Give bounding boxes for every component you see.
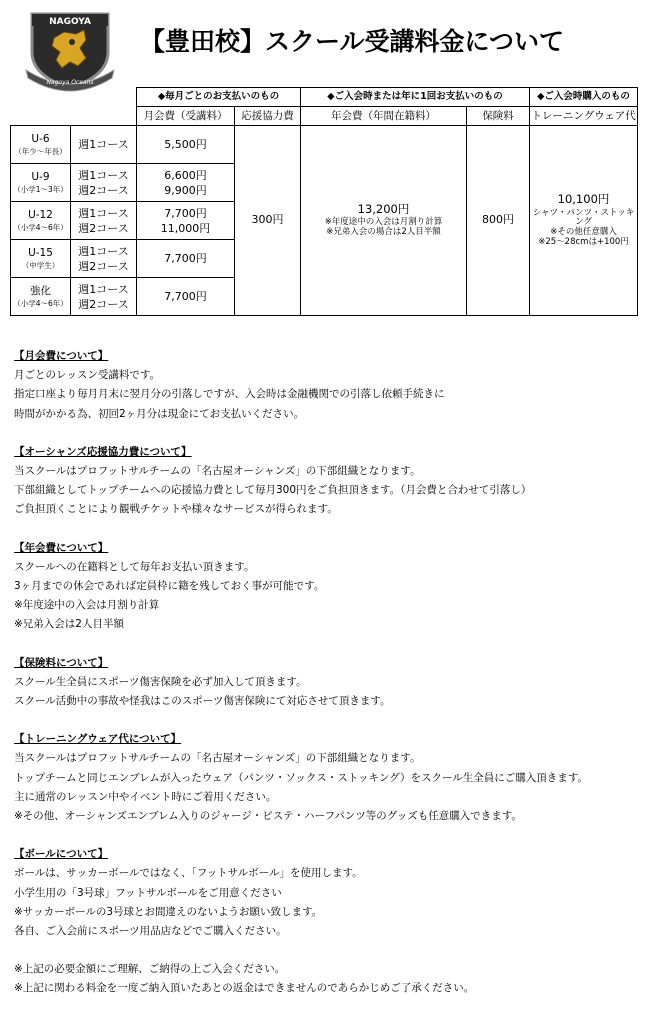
section-line: 下部組織としてトップチームへの応援協力費として毎月300円をご負担頂きます。（月会費と合わせて引落し）: [14, 484, 532, 497]
course-label: 週2コース: [78, 297, 129, 311]
section-title: 【オーシャンズ応援協力費について】: [14, 445, 192, 458]
section-line: 小学生用の「3号球」フットサルボールをご用意ください: [14, 886, 282, 899]
wear-value: 10,100円: [557, 192, 610, 207]
category-sub: （年少～年長）: [14, 146, 67, 156]
table-row: [11, 126, 638, 164]
col-header-support-fee: 応援協力費: [235, 107, 301, 126]
section-line: ボールは、サッカーボールではなく、「フットサルボール」を使用します。: [14, 867, 363, 880]
wear-cell: [530, 126, 638, 316]
monthly-price: 11,000円: [160, 221, 211, 235]
section-training-wear: [14, 730, 644, 826]
section-line: 当スクールはプロフットサルチームの「名古屋オーシャンズ」の下部組織となります。: [14, 465, 421, 478]
section-line: 当スクールはプロフットサルチームの「名古屋オーシャンズ」の下部組織となります。: [14, 752, 421, 765]
section-monthly-fee: [14, 347, 644, 424]
monthly-price: 5,500円: [164, 138, 207, 151]
category-label: U-15: [28, 246, 53, 259]
section-line: ※サッカーボールの3号球とお間違えのないようお願い致します。: [14, 905, 323, 918]
course-label: 週2コース: [78, 221, 129, 235]
category-label: U-6: [31, 132, 50, 145]
category-sub: （小学4～6年）: [13, 222, 68, 232]
section-title: 【年会費について】: [14, 541, 109, 554]
section-annual-fee: [14, 539, 644, 635]
category-sub: （中学生）: [21, 260, 60, 270]
course-label: 週1コース: [78, 282, 129, 296]
logo-bottom-text: Nagoya Oceans: [46, 79, 94, 86]
explanation-sections: [14, 347, 644, 999]
section-line: スクール生全員にスポーツ傷害保険を必ず加入して頂きます。: [14, 675, 307, 688]
logo-top-text: NAGOYA: [49, 17, 91, 27]
page-title: 【豊田校】スクール受講料金について: [140, 27, 565, 56]
category-sub: （小学4～6年）: [13, 298, 68, 308]
wear-line-2: ※その他任意購入: [550, 227, 617, 238]
closing-line: ※上記の必要金額にご理解、ご納得の上ご入会ください。: [14, 963, 286, 976]
course-label: 週2コース: [78, 259, 129, 273]
section-line: 各自、ご入会前にスポーツ用品店などでご購入ください。: [14, 925, 287, 938]
section-line: ※その他、オーシャンズエンブレム入りのジャージ・ピステ・ハーフパンツ等のグッズも任意購入できます。: [14, 810, 522, 823]
monthly-price: 7,700円: [164, 252, 207, 265]
annual-fee-value: 13,200円: [357, 202, 410, 217]
insurance-value: 800円: [467, 126, 530, 316]
section-title: 【ボールについて】: [14, 848, 109, 861]
course-label: 週1コース: [78, 244, 129, 258]
annual-note-1: ※年度途中の入会は月割り計算: [324, 217, 443, 228]
section-line: 時間がかかる為、初回2ヶ月分は現金にてお支払いください。: [14, 407, 305, 420]
course-label: 週1コース: [78, 168, 129, 182]
section-line: 月ごとのレッスン受講料です。: [14, 369, 161, 382]
col-header-annual-fee: 年会費（年間在籍料）: [301, 107, 467, 126]
group-header-yearly: ◆ご入会時または年に1回お支払いのもの: [301, 88, 530, 107]
course-label: 週2コース: [78, 183, 129, 197]
fee-table: [10, 87, 638, 316]
section-line: 3ヶ月までの休会であれば定員枠に籍を残しておく事が可能です。: [14, 580, 325, 593]
col-header-monthly-fee: 月会費（受講料）: [137, 107, 235, 126]
section-title: 【月会費について】: [14, 350, 109, 362]
category-label: U-9: [31, 170, 50, 183]
wear-line-3: ※25～28cmは+100円: [538, 236, 629, 247]
col-header-insurance: 保険料: [467, 107, 530, 126]
monthly-price: 9,900円: [164, 183, 207, 197]
category-sub: （小学1～3年）: [13, 184, 68, 194]
closing-notes: [14, 960, 644, 998]
section-line: スクールへの在籍料として毎年お支払い頂きます。: [14, 560, 255, 573]
col-header-wear: トレーニングウェア代: [530, 107, 638, 126]
annual-note-2: ※兄弟入会の場合は2人目半額: [326, 227, 441, 238]
support-fee-value: 300円: [235, 126, 301, 316]
section-ball: [14, 845, 644, 941]
closing-line: ※上記に関わる料金を一度ご納入頂いたあとの返金はできませんのであらかじめご了承ください。: [14, 982, 475, 995]
group-header-monthly: ◆毎月ごとのお支払いのもの: [137, 88, 301, 107]
nagoya-oceans-logo: [24, 8, 116, 92]
section-line: 主に通常のレッスン中やイベント時にご着用ください。: [14, 790, 277, 803]
section-line: ※兄弟入会は2人目半額: [14, 618, 124, 631]
course-label: 週1コース: [78, 138, 129, 151]
section-line: トップチームと同じエンブレムが入ったウェア（パンツ・ソックス・ストッキング）をスクール生全員にご購入頂きます。: [14, 771, 588, 784]
category-label: 強化: [30, 284, 51, 297]
section-insurance: [14, 654, 644, 712]
monthly-price: 7,700円: [164, 290, 207, 303]
section-line: ※年度途中の入会は月割り計算: [14, 599, 160, 612]
section-title: 【保険料について】: [14, 656, 109, 669]
wear-line-1: シャツ・パンツ・ストッキング: [532, 207, 635, 228]
monthly-price: 6,600円: [164, 168, 207, 182]
section-line: 指定口座より毎月月末に翌月分の引落しですが、入会時は金融機関での引落し依頼手続きに: [14, 388, 445, 401]
group-header-join: ◆ご入会時購入のもの: [530, 88, 638, 107]
section-line: スクール活動中の事故や怪我はこのスポーツ傷害保険にて対応させて頂きます。: [14, 695, 391, 708]
course-label: 週1コース: [78, 206, 129, 220]
section-support-fee: [14, 443, 644, 520]
monthly-price: 7,700円: [164, 206, 207, 220]
annual-fee-cell: [301, 126, 467, 316]
category-label: U-12: [28, 208, 53, 221]
section-line: ご負担頂くことにより観戦チケットや様々なサービスが得られます。: [14, 503, 338, 516]
section-title: 【トレーニングウェア代について】: [14, 733, 182, 746]
